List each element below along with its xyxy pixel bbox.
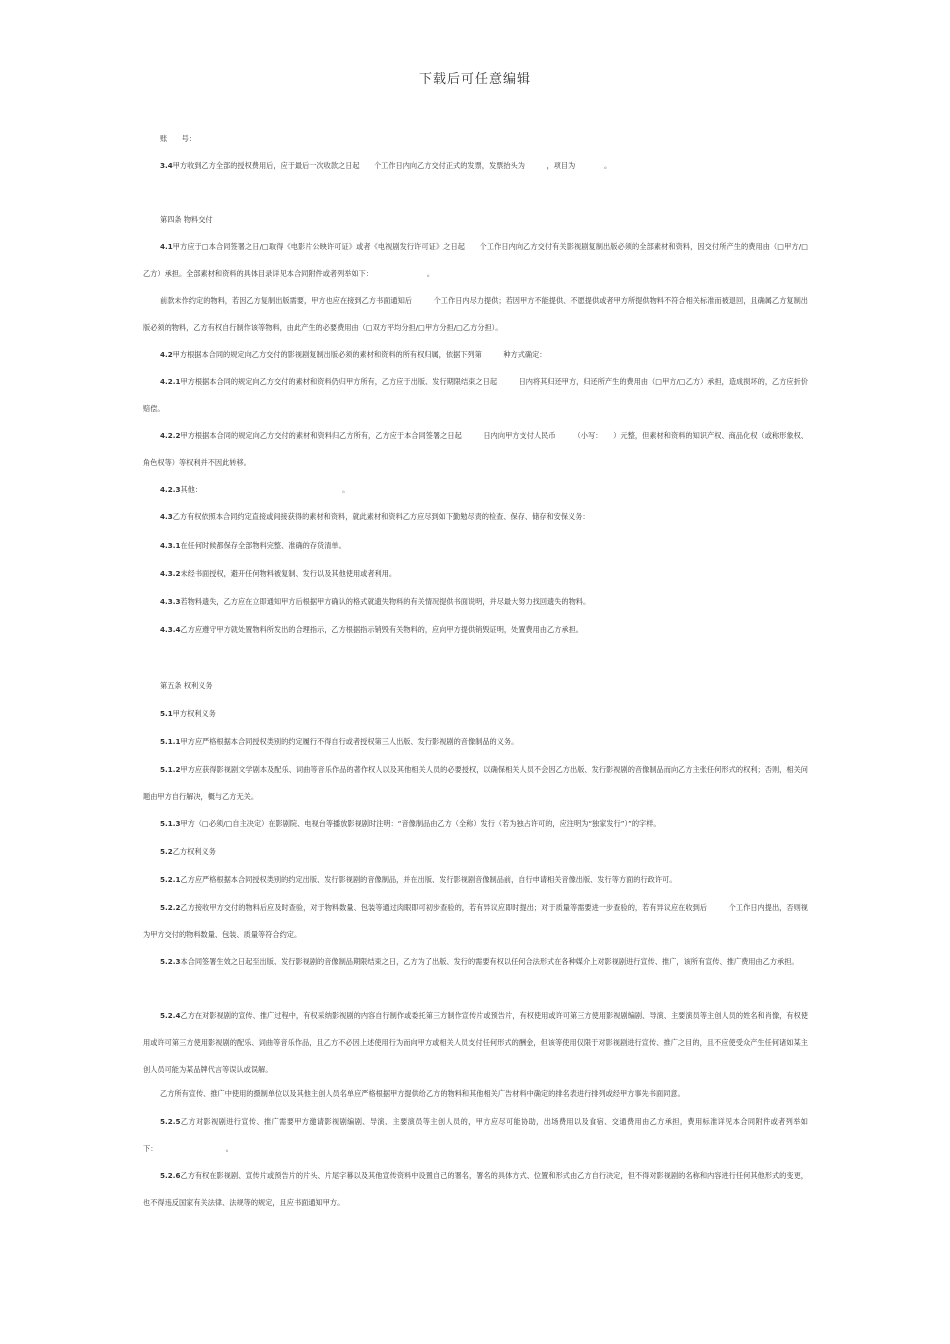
page-header: 下载后可任意编辑: [418, 72, 531, 87]
clause-number: 4.2: [160, 350, 173, 359]
clause-number: 5.2: [160, 847, 173, 856]
clause-number: 3.4: [160, 161, 173, 170]
clause-text: 若物料遗失，乙方应在立即通知甲方后根据甲方确认的格式就遗失物料的有关情况提供书面说明，并尽最大努力找回遗失的物料。: [180, 597, 591, 606]
clause-text: 甲方根据本合同的规定向乙方交付的影视剧复制出版必须的素材和资料的所有权归属，依据下列第 种方式确定：: [172, 350, 547, 359]
clause-5-1-1: [143, 728, 808, 755]
clause-text: 乙方有权在影视剧、宣传片或预告片的片头、片尾字幕以及其他宣传资料中设置自己的署名，署名的具体方式、位置和形式由乙方自行决定，但不得对影视剧的名称和内容进行任何其他形式的变更，也不得违反国家有关法律、法规等的规定，且应书面通知甲方。: [143, 1171, 808, 1207]
clause-text: 乙方在对影视剧的宣传、推广过程中，有权采纳影视剧的内容自行制作或委托第三方制作宣传片或预告片，有权使用或许可第三方使用影视剧编剧、导演、主要演员等主创人员的姓名和肖像，有权使用或许可第三方使用影视剧的配乐、词曲等音乐作品，且乙方不必因上述使用行为而向甲方或相关人员支付任何形式的酬金，但该等使用仅限于对影视剧进行宣传、推广之目的，且不应使受众产生任何诸如某主创人员可能为某品牌代言等误认或误解。: [143, 1011, 808, 1074]
clause-text: 其他： 。: [180, 485, 350, 494]
clause-5-2-4-extra: 乙方所有宣传、推广中使用的摄制单位以及其他主创人员名单应严格根据甲方提供给乙方的物料和其他相关广告材料中确定的排名表进行排列或经甲方事先书面同意。: [160, 1089, 685, 1098]
clause-5-1-3: [143, 810, 808, 837]
clause-number: 4.3.1: [160, 541, 181, 550]
clause-number: 4.1: [160, 242, 173, 251]
clause-number: 5.1: [160, 709, 173, 718]
clause-5-2-6: [143, 1162, 808, 1216]
clause-number: 5.2.4: [160, 1011, 181, 1020]
clause-5-2-3: [143, 948, 808, 975]
section-5-title: 第五条 权利义务: [160, 681, 213, 690]
clause-5-2-5: [143, 1108, 808, 1162]
clause-number: 5.1.2: [160, 765, 181, 774]
clause-4-2-2: [143, 422, 808, 476]
clause-4-2: [143, 341, 808, 368]
clause-4-3-4: [143, 616, 808, 643]
clause-4-2-1: [143, 368, 808, 422]
clause-text: 本合同签署生效之日起至出版、发行影视剧的音像制品期限结束之日，乙方为了出版、发行的需要有权以任何合法形式在各种媒介上对影视剧进行宣传、推广，该所有宣传、推广费用由乙方承担。: [180, 957, 799, 966]
clause-text: 乙方对影视剧进行宣传、推广需要甲方邀请影视剧编剧、导演、主要演员等主创人员的，甲方应尽可能协助，出场费用以及食宿、交通费用由乙方承担，费用标准详见本合同附件或者列举如下： 。: [143, 1117, 808, 1153]
clause-5-1: [143, 700, 808, 727]
clause-number: 4.3: [160, 512, 173, 521]
clause-number: 5.2.3: [160, 957, 181, 966]
clause-text: 乙方接收甲方交付的物料后应及时查验，对于物料数量、包装等通过肉眼即可初步查验的，若有异议应即时提出；对于质量等需要进一步查验的，若有异议应在收到后 个工作日内提出，否则视为甲方交付的物料数量、包装、质量等符合约定。: [143, 903, 808, 939]
clause-4-3-1: [143, 532, 808, 559]
clause-number: 5.2.2: [160, 903, 181, 912]
clause-text: 甲方权利义务: [172, 709, 216, 718]
clause-5-1-2: [143, 756, 808, 810]
clause-text: 在任何时候都保存全部物料完整、准确的存货清单。: [180, 541, 346, 550]
clause-text: 甲方收到乙方全部的授权费用后，应于最后一次收款之日起 个工作日内向乙方交付正式的发票，发票抬头为 ，项目为 。: [172, 161, 612, 170]
clause-4-3: [143, 503, 808, 530]
clause-3-4: [143, 152, 808, 179]
clause-text: 乙方权利义务: [172, 847, 216, 856]
clause-text: 未经书面授权，避开任何物料被复制、发行以及其他使用或者利用。: [180, 569, 397, 578]
clause-number: 4.2.3: [160, 485, 181, 494]
clause-text: 乙方应严格根据本合同授权类别的约定出版、发行影视剧的音像制品，并在出版、发行影视剧音像制品前，自行申请相关音像出版、发行等方面的行政许可。: [180, 875, 677, 884]
clause-number: 5.2.5: [160, 1117, 181, 1126]
clause-number: 4.3.4: [160, 625, 181, 634]
clause-number: 5.2.1: [160, 875, 181, 884]
clause-4-1-extra: 前款未作约定的物料，若因乙方复制出版需要，甲方也应在接到乙方书面通知后 个工作日内尽力提供；若因甲方不能提供、不愿提供或者甲方所提供物料不符合相关标准而被退回，且确属乙方复制出版必须的物料，乙方有权自行制作该等物料，由此产生的必要费用由（□双方平均分担/□甲方分担/□乙方分担）。: [143, 296, 808, 332]
account-line: 账 号：: [160, 134, 196, 143]
clause-4-2-3: [143, 476, 808, 503]
clause-text: 甲方应严格根据本合同授权类别的约定履行不得自行或者授权第三人出版、发行影视剧的音像制品的义务。: [180, 737, 519, 746]
clause-text: 乙方应遵守甲方就处置物料所发出的合理指示，乙方根据指示销毁有关物料的，应向甲方提供销毁证明，处置费用由乙方承担。: [180, 625, 583, 634]
clause-number: 5.1.1: [160, 737, 181, 746]
clause-number: 5.1.3: [160, 819, 181, 828]
clause-4-3-2: [143, 560, 808, 587]
clause-text: 乙方有权依照本合同约定直接或间接获得的素材和资料，就此素材和资料乙方应尽到如下勤勉尽责的检查、保存、储存和安保义务：: [172, 512, 590, 521]
clause-number: 4.3.3: [160, 597, 181, 606]
clause-number: 4.3.2: [160, 569, 181, 578]
clause-text: 甲方应于□本合同签署之日/□取得《电影片公映许可证》或者《电视剧发行许可证》之日起 个工作日内向乙方交付有关影视剧复制出版必须的全部素材和资料，因交付所产生的费用由（□甲方/□乙方）承担。全部素材和资料的具体目录详见本合同附件或者列举如下： 。: [143, 242, 808, 278]
clause-number: 4.2.1: [160, 377, 181, 386]
clause-5-2: [143, 838, 808, 865]
clause-number: 4.2.2: [160, 431, 181, 440]
clause-5-2-1: [143, 866, 808, 893]
clause-text: 甲方根据本合同的规定向乙方交付的素材和资料仍归甲方所有，乙方应于出版、发行期限结束之日起 日内将其归还甲方，归还所产生的费用由（□甲方/□乙方）承担，造成损坏的，乙方应折价赔偿。: [143, 377, 808, 413]
clause-text: 甲方根据本合同的规定向乙方交付的素材和资料归乙方所有，乙方应于本合同签署之日起 日内向甲方支付人民币 （小写： ）元整，但素材和资料的知识产权、商品化权（或称形象权、角色权等）等权利并不因此转移。: [143, 431, 808, 467]
clause-5-2-4: [143, 1002, 808, 1083]
clause-4-1: [143, 233, 808, 287]
section-4-title: 第四条 物料交付: [160, 215, 213, 224]
clause-4-3-3: [143, 588, 808, 615]
clause-text: 甲方（□必须/□自主决定）在影剧院、电视台等播放影视剧时注明：“音像制品由乙方（全称）发行（若为独占许可的，应注明为“独家发行”）”的字样。: [180, 819, 661, 828]
clause-number: 5.2.6: [160, 1171, 181, 1180]
clause-5-2-2: [143, 894, 808, 948]
clause-text: 甲方应获得影视剧文学剧本及配乐、词曲等音乐作品的著作权人以及其他相关人员的必要授权，以确保相关人员不会因乙方出版、发行影视剧的音像制品而向乙方主张任何形式的权利；否则，相关问题由甲方自行解决，概与乙方无关。: [143, 765, 808, 801]
